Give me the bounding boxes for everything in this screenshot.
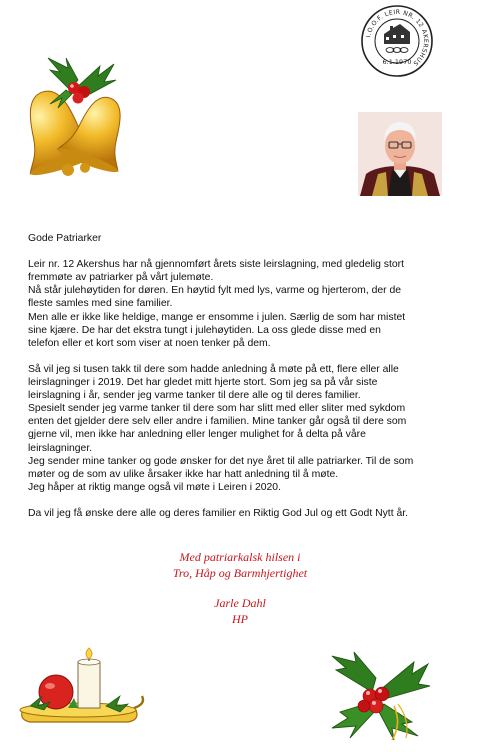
seal-date: 6.1.1970 <box>382 58 412 66</box>
text-line: sine kjære. De har det ekstra tungt i julehøytiden. La oss glede disse med en <box>28 324 381 336</box>
text-line: Jeg sender mine tanker og gode ønsker for det nye året til alle patriarker. Til de som <box>28 455 414 467</box>
signature-line-1: Med patriarkalsk hilsen i <box>179 550 301 564</box>
text-line: Men alle er ikke like heldige, mange er ensomme i julen. Særlig de som har mistet <box>28 311 406 323</box>
portrait-photo <box>358 112 442 196</box>
text-line: leirslagninger. <box>28 442 93 454</box>
greeting: Gode Patriarker <box>28 233 102 244</box>
text-line: fremmøte av patriarker på vårt julemøte. <box>28 272 214 284</box>
text-line: Spesielt sender jeg varme tanker til dere som har slitt med eller sliter med sykdom <box>28 403 406 415</box>
closing-text: Da vil jeg få ønske dere alle og deres familier en Riktig God Jul og ett Godt Nytt år. <box>28 507 409 519</box>
candle-icon <box>16 646 146 728</box>
signature-title: HP <box>232 611 248 626</box>
signature-line-2: Tro, Håp og Barmhjertighet <box>172 565 308 580</box>
text-line: møter og de som av ulike årsaker ikke har hatt anledning til å møte. <box>28 468 339 480</box>
seal-ring-text: I.O.O.F. LEIR NR. 12 AKERSHUS <box>365 8 430 67</box>
text-line: Leir nr. 12 Akershus har nå gjennomført årets siste leirslagning, med gledelig stort <box>28 259 404 271</box>
text-line: fleste samles med sine familier. <box>28 298 173 310</box>
paragraph-1 <box>28 258 460 350</box>
text-line: gjerne vil, men ikke har anledning eller lenger mulighet for å delta på våre <box>28 429 366 441</box>
text-line: Nå står julehøytiden for døren. En høytid fylt med lys, varme og hjerterom, der de <box>28 285 402 297</box>
holly-berries-icon <box>322 648 432 744</box>
letter-body <box>28 232 460 520</box>
text-line: enten det gjelder dere selv eller andre i familien. Mine tanker går også til dere som <box>28 416 407 428</box>
paragraph-2 <box>28 363 460 494</box>
signature-block <box>0 550 480 627</box>
bells-holly-icon <box>10 50 140 190</box>
text-line: leirslagning i år, sender jeg varme tanker til dere alle og til deres familier. <box>28 390 361 402</box>
text-line: Så vil jeg si tusen takk til dere som hadde anledning å møte på ett, flere eller alle <box>28 363 399 375</box>
lodge-seal-icon <box>360 4 434 78</box>
text-line: telefon eller et kort som viser at noen tenker på dem. <box>28 337 271 349</box>
signature-name: Jarle Dahl <box>214 596 266 610</box>
text-line: Jeg håper at riktig mange også vil møte i Leiren i 2020. <box>28 481 281 493</box>
text-line: leirslagninger i 2019. Det har gledet mitt hjerte stort. Som jeg sa på vår siste <box>28 377 378 389</box>
closing-line <box>28 507 460 520</box>
